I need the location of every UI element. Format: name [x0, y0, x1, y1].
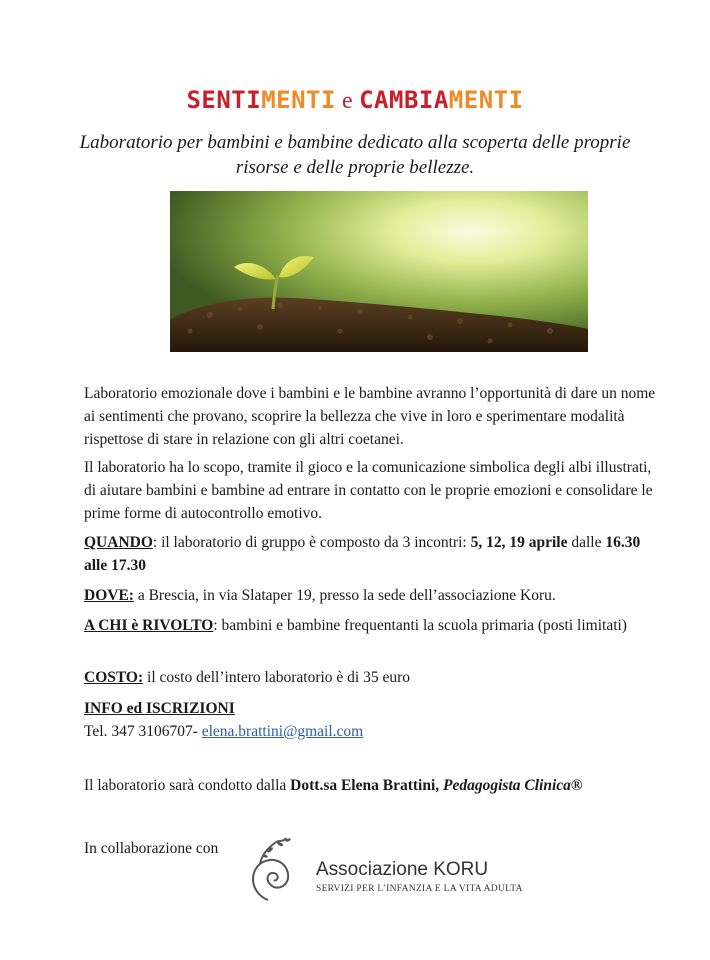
cost-label: COSTO: [84, 669, 144, 686]
conductor-prefix: Il laboratorio sarà condotto dalla [84, 777, 291, 794]
cost-section [84, 666, 664, 689]
purpose-paragraph: Il laboratorio ha lo scopo, tramite il gioco e la comunicazione simbolica degli albi illustrati, di aiutare bambini e bambine ad entrare in contatto con le proprie emozioni e consolidare le prime forme di autocontrollo emotivo. [84, 459, 653, 522]
title-connector: e [341, 88, 354, 114]
logo-tagline: SERVIZI PER L’INFANZIA E LA VITA ADULTA [316, 884, 523, 894]
cost-text: il costo dell’intero laboratorio è di 35 euro [143, 669, 411, 686]
conductor-role: Pedagogista Clinica® [443, 777, 583, 794]
info-label: INFO ed ISCRIZIONI [84, 700, 235, 717]
title-part1-orange: MENTI [261, 86, 336, 114]
logo-name: Associazione KORU [316, 859, 489, 880]
title-part2-red: CAMBIA [359, 86, 449, 114]
when-section [84, 531, 664, 577]
where-text: a Brescia, in via Slataper 19, presso la sede dell’associazione Koru. [133, 587, 556, 604]
flyer-title [0, 86, 710, 115]
audience-section [84, 614, 664, 637]
phone-text: Tel. 347 3106707- [84, 723, 202, 740]
audience-text: : bambini e bambine frequentanti la scuola primaria (posti limitati) [213, 617, 627, 634]
when-times: 16.30 alle 17.30 [84, 534, 641, 574]
when-mid: dalle [567, 534, 606, 551]
flyer-subtitle: Laboratorio per bambini e bambine dedicato alla scoperta delle proprie risorse e delle proprie bellezze. [79, 132, 631, 178]
title-part1-red: SENTI [186, 86, 262, 114]
contact-line [84, 720, 664, 743]
when-dates: 5, 12, 19 aprile [470, 534, 568, 551]
email-link[interactable]: elena.brattini@gmail.com [201, 723, 364, 740]
when-text: : il laboratorio di gruppo è composto da 3 incontri: [152, 534, 471, 551]
koru-spiral-icon [246, 834, 316, 904]
title-part2-orange: MENTI [448, 86, 524, 114]
conductor-name: Dott.sa Elena Brattini, [290, 777, 444, 794]
info-section [84, 697, 664, 743]
when-label: QUANDO [84, 534, 153, 551]
where-section [84, 584, 664, 607]
conductor-line [84, 774, 664, 797]
seedling-photo [170, 191, 588, 352]
where-label: DOVE: [84, 587, 134, 604]
intro-paragraph: Laboratorio emozionale dove i bambini e le bambine avranno l’opportunità di dare un nome ai sentimenti che provano, scoprire la bellezza che vive in loro e sperimentare modalità rispettose di stare in relazione con gli altri coetanei. [84, 385, 656, 448]
collaboration-label: In collaborazione con [84, 840, 219, 857]
audience-label: A CHI è RIVOLTO [84, 617, 214, 634]
